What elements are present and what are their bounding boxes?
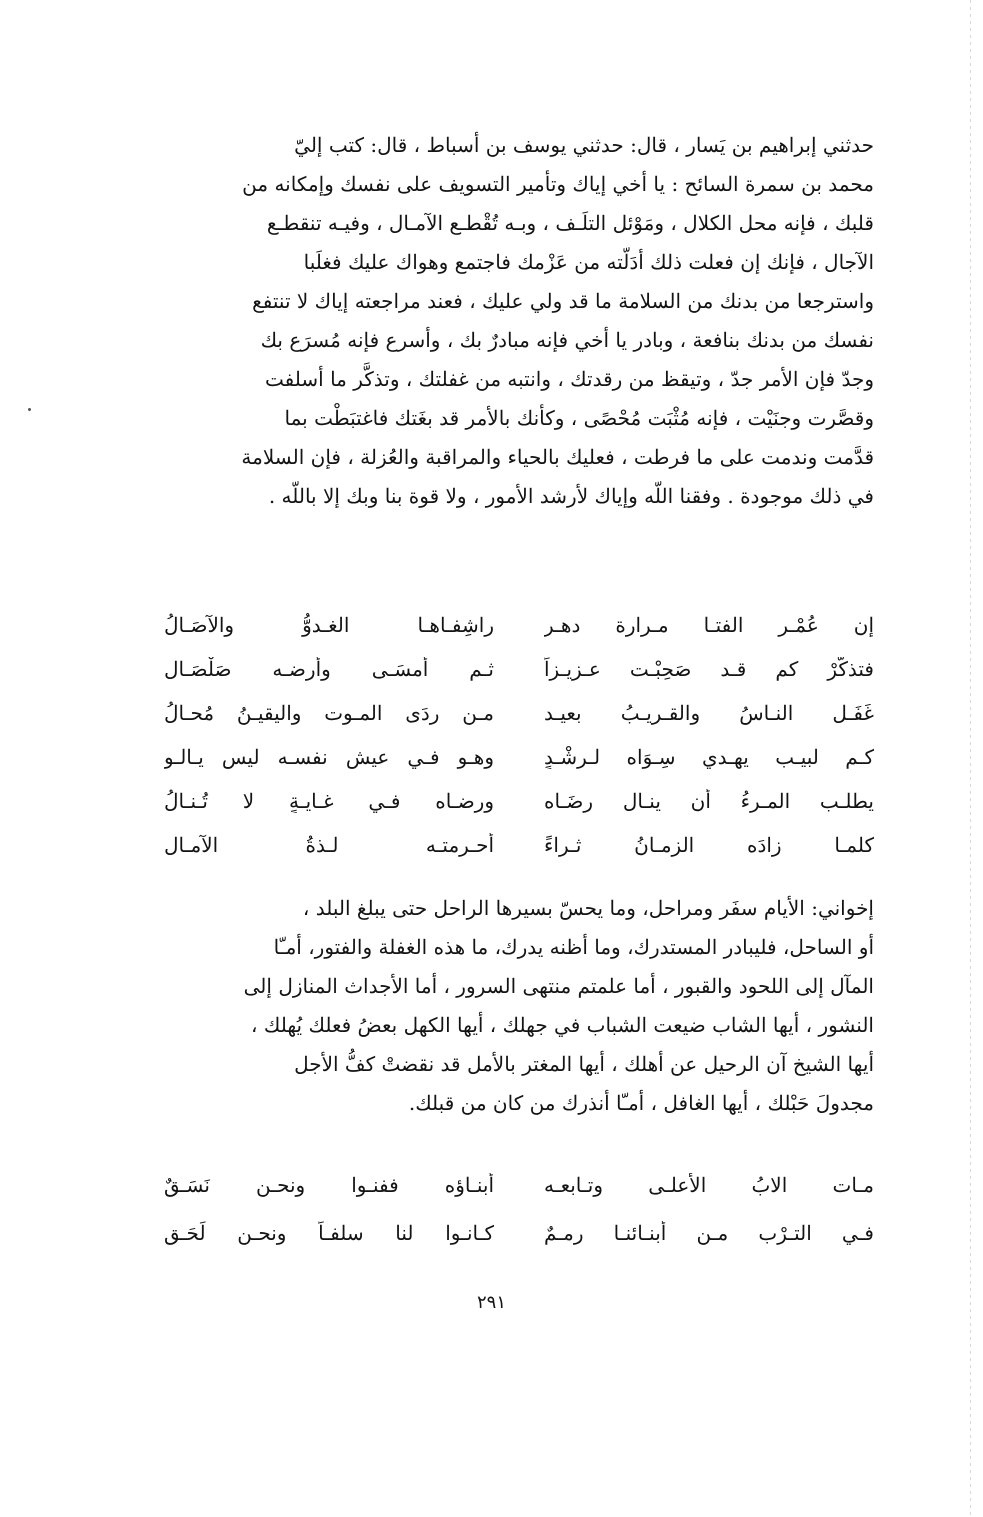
poem-2 — [164, 1161, 874, 1257]
hemistich-first: يطلـب المـرءُ أن ينـال رِضَـاه — [544, 789, 874, 813]
poem-2-verse — [164, 1209, 874, 1257]
hemistich-second: ورضـاه فـي غـايـةٍ لا تُـنـالُ — [164, 789, 494, 813]
poem-1-verse — [164, 779, 874, 823]
page-number: ٢٩١ — [476, 1292, 506, 1313]
hemistich-first: غَفَـل النـاسُ والقـريـبُ بعيـد — [544, 701, 874, 725]
hemistich-first: كـم لبيـب يهـدي سِـوَاه لـرشْـدٍ — [544, 745, 874, 769]
hemistich-second: أبنـاؤه ففنـوا ونحـن نَسَـقٌ — [164, 1173, 494, 1197]
poem-1-verse — [164, 735, 874, 779]
poem-1-verse — [164, 823, 874, 867]
poem-2-verse — [164, 1161, 874, 1209]
hemistich-first: مـات الابُ الأعلـى وتـابعـه — [544, 1173, 874, 1197]
hemistich-first: كلمـا زادَه الزمـانُ ثـراءً — [544, 833, 874, 857]
scan-edge — [970, 0, 971, 1517]
poem-1-verse — [164, 691, 874, 735]
hemistich-first: فـي التـرْب مـن أبنـائنـا رِمـمٌ — [544, 1221, 874, 1245]
hemistich-first: فتذكَّرْ كم قـد صَحِبْـت عـزيـزاً — [544, 657, 874, 681]
poem-1-verse — [164, 647, 874, 691]
hemistich-second: مـن ردَى المـوت واليقيـنُ مُحـالُ — [164, 701, 494, 725]
poem-1-verse — [164, 603, 874, 647]
hemistich-second: كـانـوا لنا سلفـاً ونحـن لَحَـق — [164, 1221, 494, 1245]
poem-1 — [164, 603, 874, 867]
hemistich-second: ثـم أمسَـى وأرضـه صَلْصَـال — [164, 657, 494, 681]
hemistich-second: راشِفـاهـا الغـدوُّ والآصَـالُ — [164, 613, 494, 637]
paragraph-2: إخواني: الأيام سفَر ومراحل، وما يحسّ بسيرها الراحل حتى يبلغ البلد ، أو الساحل، فليبادر المستدرك، وما أظنه يدرك، ما هذه الغفلة والفتور، أمـّا المآل إلى اللحود والقبور ، أما علمتم منتهى السرور ، أما الأجداث المنازل إلى النشور ، أيها الشاب ضيعت الشباب في جهلك ، أيها الكهل بعضُ فعلك يُهلك ، أيها الشيخ آن الرحيل عن أهلك ، أيها المغتر بالأمل قد نقضتْ كفُّ الأجل مجدولَ حَبْلك ، أيها الغافل ، أمـّا أنذرك من كان من قبلك. — [243, 896, 874, 1115]
hemistich-first: إن عُمْـر الفتـا مـرارة دهـر — [544, 613, 874, 637]
paragraph-1: حدثني إبراهيم بن يَسار ، قال: حدثني يوسف بن أسباط ، قال: كتب إليّ محمد بن سمرة السائح : يا أخي إياك وتأمير التسويف على نفسك وإمكانه من قلبك ، فإنه محل الكلال ، ومَوْئل التلَـف ، وبـه تُقْطـع الآمـال ، وفيـه تنقطـع الآجال ، فإنك إن فعلت ذلك أدَلّته من عَزْمك فاجتمع وهواك عليك فغلَبا واسترجعا من بدنك من السلامة ما قد ولي عليك ، فعند مراجعته إياك لا تنتفع نفسك من بدنك بنافعة ، وبادر يا أخي فإنه مبادرٌ بك ، وأسرع فإنه مُسرَع بك وجدّ فإن الأمر جدّ ، وتيقظ من رقدتك ، وانتبه من غفلتك ، وتذكَّر ما أسلفت وقصَّرت وجنَيْت ، فإنه مُثْبَت مُحْصًى ، وكأنك بالأمر قد بغَتك فاغتبَطْت بما قدَّمت وندمت على ما فرطت ، فعليك بالحياء والمراقبة والعُزلة ، فإن السلامة في ذلك موجودة . وفقنا اللّه وإياك لأرشد الأمور ، ولا قوة بنا وبك إلا باللّه . — [241, 133, 874, 508]
scan-speck — [28, 408, 31, 411]
hemistich-second: أحـرمتـه لـذةُ الآمـال — [164, 833, 494, 857]
hemistich-second: وهـو فـي عيش نفسـه ليس يـالـو — [164, 745, 494, 769]
